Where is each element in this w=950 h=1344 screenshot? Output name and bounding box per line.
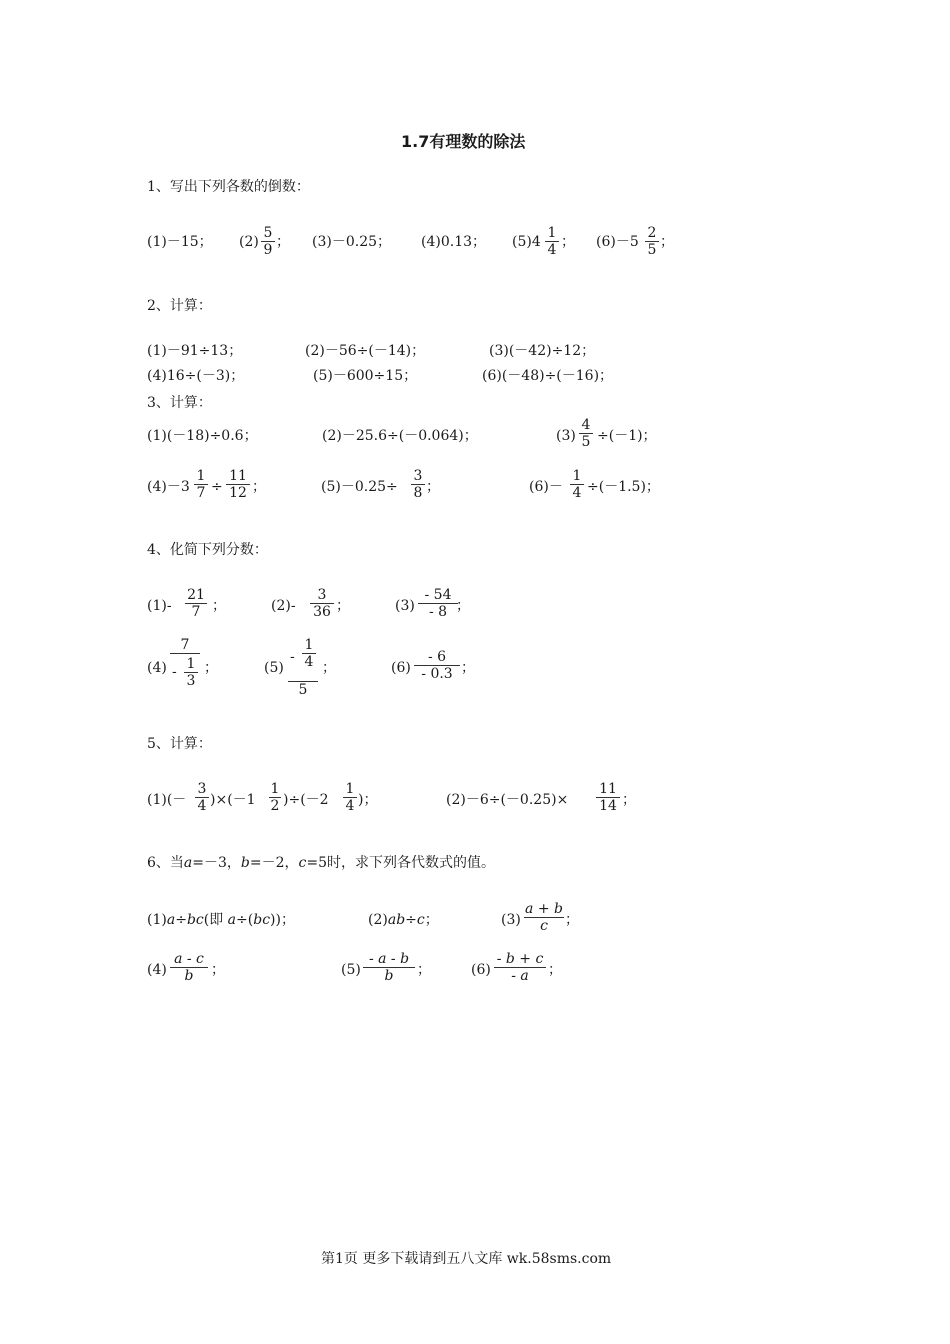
s3-item-5-prefix: (5)－0.25÷: [321, 479, 398, 495]
s3-item-1: (1)(－18)÷0.6；: [147, 428, 258, 444]
section-6-heading: 6、当a=－3，b=－2，c=5时，求下列各代数式的值。: [147, 855, 496, 871]
s6-item-4-fraction: a - c b: [170, 951, 208, 984]
s5-item-2-prefix: (2)－6÷(－0.25)×: [446, 792, 569, 808]
s5-item-1-fraction-1: 3 4: [195, 781, 209, 814]
s3-item-3-suffix: ÷(－1)；: [597, 428, 657, 444]
s3-item-5-fraction: 3 8: [411, 468, 425, 501]
s6-item-3-prefix: (3): [501, 912, 521, 928]
s4-item-5-suffix: ；: [322, 660, 336, 676]
s4-item-6-fraction: - 6 - 0.3: [414, 649, 460, 682]
s4-item-3-fraction: - 54 - 8: [418, 587, 458, 620]
s6-item-5-fraction: - a - b b: [363, 951, 415, 984]
s1-item-5-fraction: 1 4: [545, 225, 559, 258]
s6-item-3-fraction: a + b c: [525, 901, 563, 934]
s6-item-6-suffix: ；: [548, 962, 562, 978]
section-5-heading: 5、计算：: [147, 736, 212, 752]
s4-item-3-prefix: (3): [395, 598, 415, 614]
s6-item-4-prefix: (4): [147, 962, 167, 978]
s2-item-4: (4)16÷(－3)；: [147, 368, 245, 384]
page-footer: 第1页 更多下载请到五八文库 wk.58sms.com: [321, 1251, 612, 1267]
s3-item-4-fraction-1: 1 7: [194, 468, 208, 501]
s2-item-1: (1)－91÷13；: [147, 343, 243, 359]
s4-item-4-prefix: (4): [147, 660, 167, 676]
s4-item-4-suffix: ；: [204, 660, 218, 676]
s4-item-1-prefix: (1)-: [147, 598, 172, 614]
s4-item-4-complex-fraction: 7 - 1 3: [170, 637, 200, 698]
s3-item-4-suffix: ；: [252, 479, 266, 495]
s4-item-1-suffix: ；: [212, 598, 226, 614]
s2-item-3: (3)(－42)÷12；: [489, 343, 596, 359]
section-3-heading: 3、计算：: [147, 395, 212, 411]
s6-item-5-prefix: (5): [341, 962, 361, 978]
s4-item-5-complex-fraction: - 1 4 5: [288, 637, 318, 698]
s4-item-6-prefix: (6): [391, 660, 411, 676]
s3-item-3-fraction: 4 5: [579, 417, 593, 450]
s3-item-4-divide: ÷: [211, 479, 223, 495]
s5-item-1-fraction-2: 1 2: [270, 781, 280, 814]
s1-item-4: (4)0.13；: [421, 234, 487, 250]
s4-item-2-fraction: 3 36: [310, 587, 334, 620]
s5-item-2-suffix: ；: [622, 792, 636, 808]
s5-item-1-suffix: )；: [358, 792, 378, 808]
section-4-heading: 4、化简下列分数：: [147, 542, 268, 558]
s3-item-3-prefix: (3): [556, 428, 576, 444]
s3-item-6-fraction: 1 4: [570, 468, 584, 501]
s4-item-1-fraction: 21 7: [185, 587, 207, 620]
s6-item-6-fraction: - b + c - a: [494, 951, 546, 984]
s1-item-2-prefix: (2): [239, 234, 259, 250]
s1-item-1: (1)－15；: [147, 234, 213, 250]
s5-item-1-part-a: (1)(－: [147, 792, 187, 808]
s1-item-5-prefix: (5)4: [512, 234, 541, 250]
s3-item-6-suffix: ÷(－1.5)；: [587, 479, 660, 495]
s5-item-1-part-b: )×(－1: [210, 792, 256, 808]
s5-item-1-part-c: )÷(－2: [283, 792, 329, 808]
s4-item-6-suffix: ；: [461, 660, 475, 676]
s1-item-5-suffix: ；: [561, 234, 575, 250]
s4-item-3-suffix: ；: [456, 598, 470, 614]
s3-item-6-prefix: (6)－: [529, 479, 563, 495]
s4-item-2-prefix: (2)-: [271, 598, 296, 614]
section-1-heading: 1、写出下列各数的倒数：: [147, 179, 310, 195]
s1-item-2-suffix: ；: [276, 234, 290, 250]
s2-item-5: (5)－600÷15；: [313, 368, 418, 384]
s3-item-4-fraction-2: 11 12: [226, 468, 250, 501]
s6-item-4-suffix: ；: [211, 962, 225, 978]
s3-item-5-suffix: ；: [426, 479, 440, 495]
s4-item-2-suffix: ；: [336, 598, 350, 614]
s4-item-5-prefix: (5): [264, 660, 284, 676]
s1-item-6-prefix: (6)－5: [596, 234, 639, 250]
s1-item-3: (3)－0.25；: [312, 234, 392, 250]
s6-item-6-prefix: (6): [471, 962, 491, 978]
s6-item-5-suffix: ；: [417, 962, 431, 978]
s3-item-2: (2)－25.6÷(－0.064)；: [322, 428, 478, 444]
section-2-heading: 2、计算：: [147, 298, 212, 314]
s1-item-2-fraction: 5 9: [261, 225, 275, 258]
s3-item-4-prefix: (4)－3: [147, 479, 190, 495]
s4-item-4-inner-neg: -: [172, 664, 177, 680]
page-title: 1.7有理数的除法: [401, 132, 526, 151]
s5-item-2-fraction: 11 14: [596, 781, 620, 814]
s1-item-6-suffix: ；: [660, 234, 674, 250]
s6-item-1: (1)a÷bc(即 a÷(bc))；: [147, 912, 295, 928]
s2-item-6: (6)(－48)÷(－16)；: [482, 368, 614, 384]
s5-item-1-fraction-3: 1 4: [343, 781, 357, 814]
s2-item-2: (2)－56÷(－14)；: [305, 343, 426, 359]
s6-item-2: (2)ab÷c；: [368, 912, 439, 928]
s6-item-3-suffix: ；: [565, 912, 579, 928]
s1-item-6-fraction: 2 5: [645, 225, 659, 258]
s4-item-5-inner-neg: -: [290, 649, 295, 665]
